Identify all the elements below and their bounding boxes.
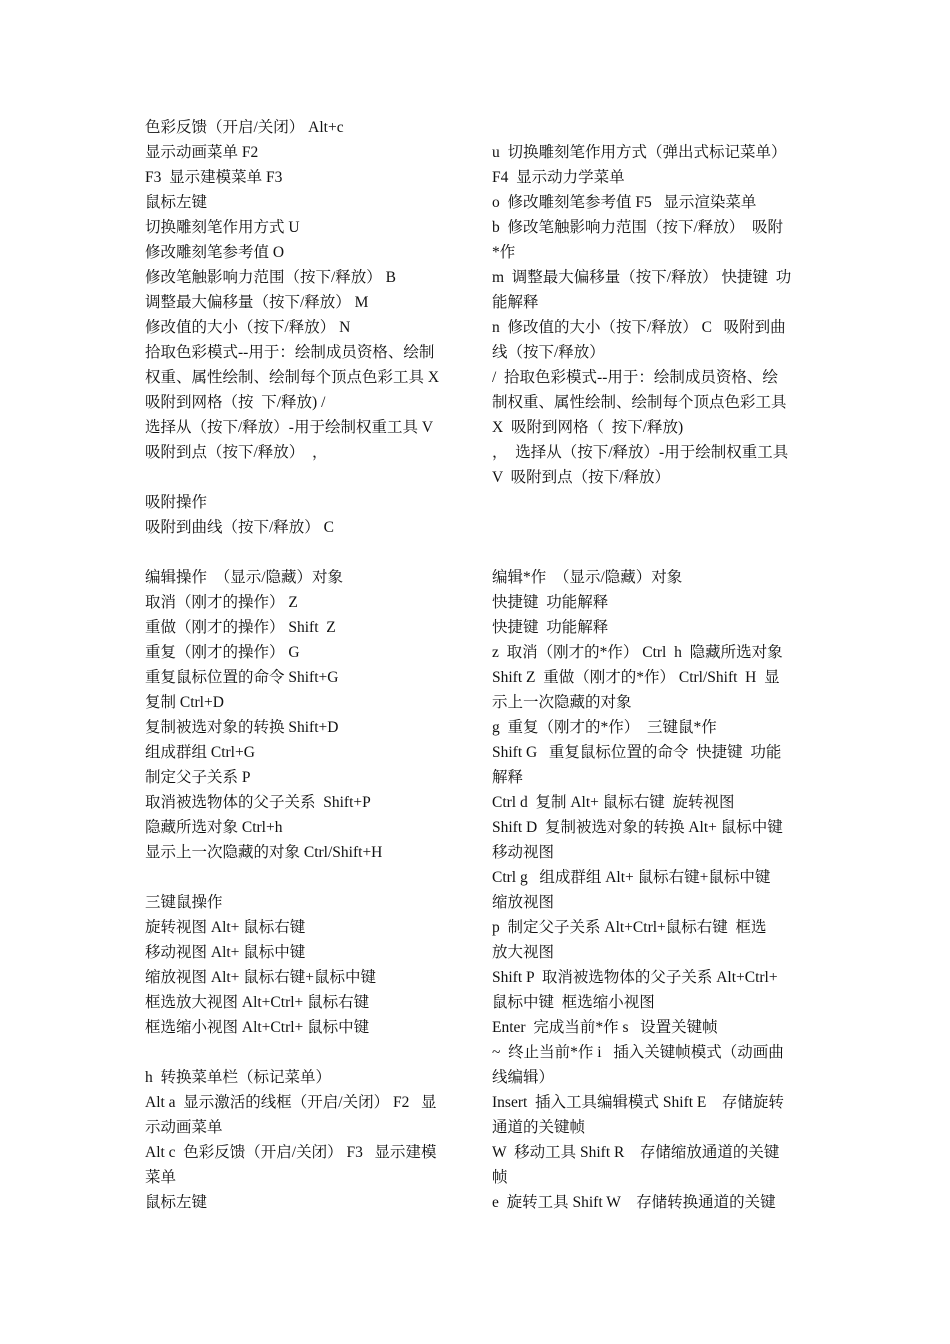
text-line: V 吸附到点（按下/释放）	[492, 469, 670, 486]
left-column	[145, 115, 463, 1215]
blank-line	[145, 540, 463, 565]
text-line: 重做（刚才的操作） Shift Z	[145, 619, 336, 636]
text-line: 编辑操作 （显示/隐藏）对象	[145, 569, 344, 586]
text-line: 色彩反馈（开启/关闭） Alt+c	[145, 119, 344, 136]
text-line: ~ 终止当前*作 i 插入关键帧模式（动画曲	[492, 1044, 784, 1061]
text-line: u 切换雕刻笔作用方式（弹出式标记菜单）	[492, 144, 787, 161]
text-line: p 制定父子关系 Alt+Ctrl+鼠标右键 框选	[492, 919, 767, 936]
text-line: / 拾取色彩模式--用于：绘制成员资格、绘	[492, 369, 778, 386]
text-line: 权重、属性绘制、绘制每个顶点色彩工具 X	[145, 369, 440, 386]
text-line: 线（按下/释放）	[492, 344, 605, 361]
text-line: 框选放大视图 Alt+Ctrl+ 鼠标右键	[145, 994, 370, 1011]
text-line: Shift D 复制被选对象的转换 Alt+ 鼠标中键	[492, 819, 783, 836]
text-line: Alt c 色彩反馈（开启/关闭） F3 显示建模	[145, 1144, 437, 1161]
text-line: 制定父子关系 P	[145, 769, 251, 786]
text-line: 三键鼠操作	[145, 894, 223, 911]
text-line: F4 显示动力学菜单	[492, 169, 625, 186]
blank-line	[492, 490, 808, 515]
text-line: h 转换菜单栏（标记菜单）	[145, 1069, 332, 1086]
text-line: Shift G 重复鼠标位置的命令 快捷键 功能	[492, 744, 782, 761]
text-line: g 重复（刚才的*作） 三键鼠*作	[492, 719, 717, 736]
text-line: W 移动工具 Shift R 存储缩放通道的关键	[492, 1144, 780, 1161]
text-line: 通道的关键帧	[492, 1119, 586, 1136]
text-line: Shift P 取消被选物体的父子关系 Alt+Ctrl+	[492, 969, 778, 986]
text-line: Shift Z 重做（刚才的*作） Ctrl/Shift H 显	[492, 669, 780, 686]
text-line: 帧	[492, 1169, 508, 1186]
text-line: 隐藏所选对象 Ctrl+h	[145, 819, 283, 836]
text-line: b 修改笔触影响力范围（按下/释放） 吸附	[492, 219, 784, 236]
text-line: 取消（刚才的操作） Z	[145, 594, 298, 611]
text-line: 吸附到网格（按 下/释放) /	[145, 394, 326, 411]
text-line: ， 选择从（按下/释放）-用于绘制权重工具	[492, 444, 789, 461]
blank-line	[145, 1040, 463, 1065]
text-line: 移动视图	[492, 844, 555, 861]
text-line: 复制 Ctrl+D	[145, 694, 224, 711]
text-line: 显示动画菜单 F2	[145, 144, 259, 161]
text-line: 菜单	[145, 1169, 177, 1186]
text-line: n 修改值的大小（按下/释放） C 吸附到曲	[492, 319, 786, 336]
text-line: 移动视图 Alt+ 鼠标中键	[145, 944, 306, 961]
blank-line	[492, 540, 808, 565]
text-line: F3 显示建模菜单 F3	[145, 169, 283, 186]
text-line: 快捷键 功能解释	[492, 619, 609, 636]
text-line: 切换雕刻笔作用方式 U	[145, 219, 300, 236]
text-line: 缩放视图	[492, 894, 555, 911]
text-line: 选择从（按下/释放）-用于绘制权重工具 V	[145, 419, 434, 436]
text-line: 线编辑）	[492, 1069, 555, 1086]
text-line: e 旋转工具 Shift W 存储转换通道的关键	[492, 1194, 776, 1211]
text-line: 调整最大偏移量（按下/释放） M	[145, 294, 369, 311]
text-line: 重复（刚才的操作） G	[145, 644, 300, 661]
text-line: Insert 插入工具编辑模式 Shift E 存储旋转	[492, 1094, 784, 1111]
text-line: 鼠标左键	[145, 194, 208, 211]
text-line: 制权重、属性绘制、绘制每个顶点色彩工具	[492, 394, 787, 411]
text-line: 显示上一次隐藏的对象 Ctrl/Shift+H	[145, 844, 383, 861]
text-line: 框选缩小视图 Alt+Ctrl+ 鼠标中键	[145, 1019, 370, 1036]
text-line: 快捷键 功能解释	[492, 594, 609, 611]
text-line: X 吸附到网格（ 按下/释放)	[492, 419, 684, 436]
text-line: 复制被选对象的转换 Shift+D	[145, 719, 339, 736]
text-line: 取消被选物体的父子关系 Shift+P	[145, 794, 371, 811]
text-line: 缩放视图 Alt+ 鼠标右键+鼠标中键	[145, 969, 377, 986]
text-line: 组成群组 Ctrl+G	[145, 744, 255, 761]
text-line: 示上一次隐藏的对象	[492, 694, 632, 711]
text-line: 吸附到点（按下/释放） ，	[145, 444, 328, 461]
text-line: *作	[492, 244, 516, 261]
text-line: z 取消（刚才的*作） Ctrl h 隐藏所选对象	[492, 644, 783, 661]
text-line: 鼠标左键	[145, 1194, 208, 1211]
text-line: 重复鼠标位置的命令 Shift+G	[145, 669, 339, 686]
text-line: o 修改雕刻笔参考值 F5 显示渲染菜单	[492, 194, 757, 211]
text-line: 修改值的大小（按下/释放） N	[145, 319, 351, 336]
text-line: 吸附操作	[145, 494, 208, 511]
text-line: m 调整最大偏移量（按下/释放） 快捷键 功	[492, 269, 792, 286]
text-line: Ctrl g 组成群组 Alt+ 鼠标右键+鼠标中键	[492, 869, 771, 886]
text-line: 吸附到曲线（按下/释放） C	[145, 519, 335, 536]
text-line: 拾取色彩模式--用于：绘制成员资格、绘制	[145, 344, 435, 361]
blank-line	[145, 465, 463, 490]
text-line: Alt a 显示激活的线框（开启/关闭） F2 显	[145, 1094, 437, 1111]
text-line: Ctrl d 复制 Alt+ 鼠标右键 旋转视图	[492, 794, 735, 811]
text-line: 修改笔触影响力范围（按下/释放） B	[145, 269, 397, 286]
blank-line	[492, 515, 808, 540]
text-line: 修改雕刻笔参考值 O	[145, 244, 285, 261]
text-line: Enter 完成当前*作 s 设置关键帧	[492, 1019, 718, 1036]
text-line: 放大视图	[492, 944, 555, 961]
text-line: 示动画菜单	[145, 1119, 223, 1136]
blank-line	[145, 865, 463, 890]
text-line: 旋转视图 Alt+ 鼠标右键	[145, 919, 306, 936]
text-line: 能解释	[492, 294, 539, 311]
text-line: 鼠标中键 框选缩小视图	[492, 994, 655, 1011]
text-line: 解释	[492, 769, 524, 786]
right-column	[492, 140, 808, 1215]
text-line: 编辑*作 （显示/隐藏）对象	[492, 569, 683, 586]
